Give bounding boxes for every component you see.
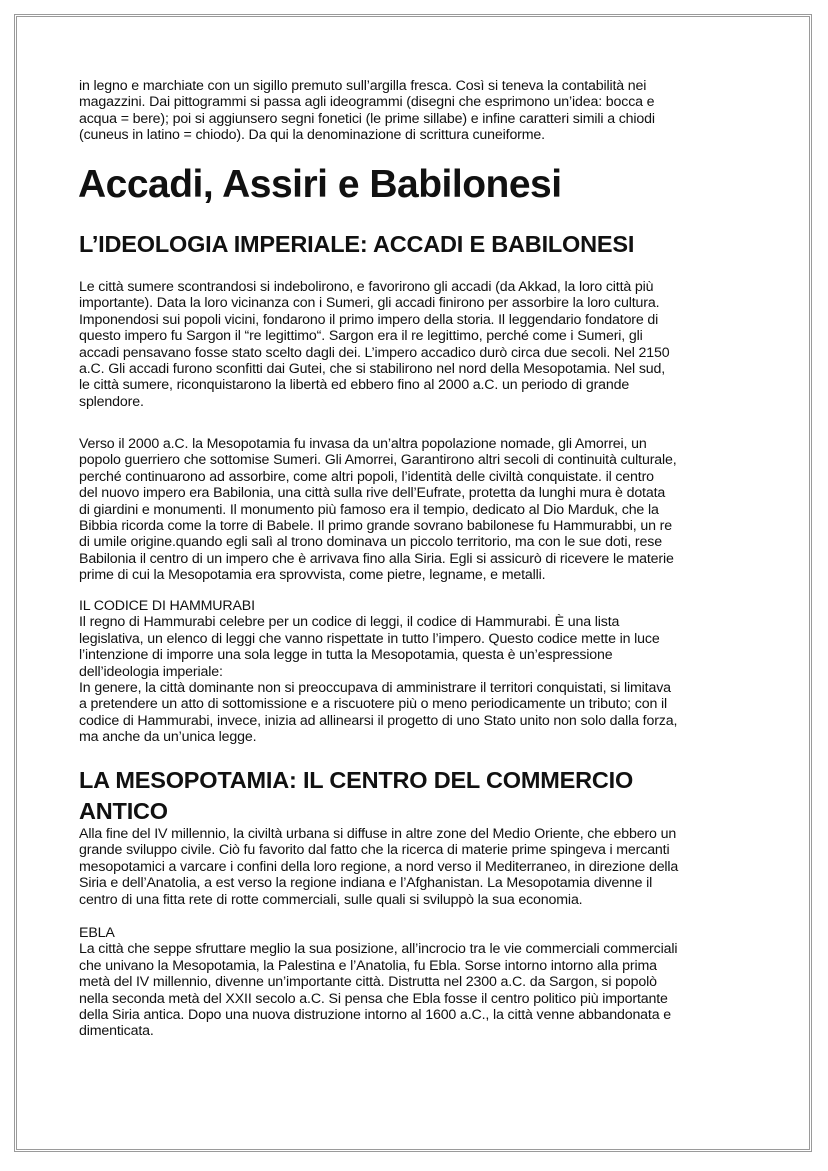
text-line: che univano la Mesopotamia, la Palestina e l’Anatolia, fu Ebla. Sorse intorno intorno alla prima (79, 957, 657, 974)
text-line: del nuovo impero era Babilonia, una città sulla rive dell’Eufrate, protetta da lunghi mura è dotata (79, 485, 666, 502)
text-line: importante). Data la loro vicinanza con i Sumeri, gli accadi finirono per assorbire la loro cultura. (79, 295, 660, 312)
text-line: acqua = bere); poi si aggiunsero segni fonetici (le prime sillabe) e infine caratteri simili a chiodi (79, 110, 655, 127)
text-line: accadi pensavano fosse stato scelto dagli dei. L’impero accadico durò circa due secoli. Nel 2150 (79, 344, 670, 361)
text-line: In genere, la città dominante non si preoccupava di amministrare il territori conquistati, si limitava (79, 680, 671, 697)
section-heading-commercio (79, 765, 779, 827)
text-line: popolo guerriero che sottomise Sumeri. Gli Amorrei, Garantirono altri secoli di continuità culturale, (79, 452, 677, 469)
text-line: codice di Hammurabi, invece, inizia ad allinearsi il progetto di uno Stato unito non solo dalla forza, (79, 712, 678, 729)
text-line: legislativa, un elenco di leggi che vanno rispettate in tutto l’impero. Questo codice mette in luce (79, 630, 660, 647)
text-line: splendore. (79, 393, 144, 410)
text-line: Verso il 2000 a.C. la Mesopotamia fu invasa da un’altra popolazione nomade, gli Amorrei, un (79, 436, 647, 452)
text-line: Alla fine del IV millennio, la civiltà urbana si diffuse in altre zone del Medio Oriente, che ebbero un (79, 826, 677, 842)
page-title: Accadi, Assiri e Babilonesi (78, 163, 562, 206)
text-line: della Siria antica. Dopo una nuova distruzione intorno al 1600 a.C., la città venne abbandonata e (79, 1007, 671, 1024)
text-line: Siria e dell’Anatolia, a est verso la regione indiana e l’Afghanistan. La Mesopotamia divenne il (79, 875, 653, 892)
text-line: La città che seppe sfruttare meglio la sua posizione, all’incrocio tra le vie commerciali commerciali (79, 941, 678, 958)
text-line: ma anche da un’unica legge. (79, 729, 257, 746)
section-heading-line: LA MESOPOTAMIA: IL CENTRO DEL COMMERCIO (79, 767, 634, 793)
text-line: metà del IV millennio, divenne un’importante città. Distrutta nel 2300 a.C. da Sargon, si popolò (79, 974, 657, 991)
paragraph-codice-hammurabi (79, 598, 779, 746)
text-line: nella seconda metà del XXII secolo a.C. Si pensa che Ebla fosse il centro politico più importante (79, 990, 668, 1007)
paragraph-accadi (79, 279, 779, 410)
text-line: centro di una fitta rete di rotte commerciali, sulle quali si sviluppò la sua economia. (79, 891, 583, 908)
text-line: di giardini e monumenti. Il monumento più famoso era il tempio, dedicato al Dio Marduk, che la (79, 501, 659, 518)
text-line: Babilonia il centro di un impero che è arrivava fino alla Siria. Egli si assicurò di ricevere le materie (79, 550, 674, 567)
text-line: mesopotamici a varcare i confini della loro regione, a nord verso il Mediterraneo, in direzione della (79, 858, 679, 875)
intro-paragraph (79, 78, 779, 144)
text-line: dimenticata. (79, 1023, 154, 1040)
text-line: Bibbia ricorda come la torre di Babele. Il primo grande sovrano babilonese fu Hammurabbi, un re (79, 518, 672, 535)
text-line: in legno e marchiate con un sigillo premuto sull’argilla fresca. Così si teneva la contabilità nei (79, 78, 647, 94)
text-line: (cuneus in latino = chiodo). Da qui la denominazione di scrittura cuneiforme. (79, 127, 545, 144)
text-line: Le città sumere scontrandosi si indebolirono, e favorirono gli accadi (da Akkad, la loro città più (79, 279, 654, 295)
section-heading-ideologia: L’IDEOLOGIA IMPERIALE: ACCADI E BABILONESI (79, 231, 635, 257)
text-line: IL CODICE DI HAMMURABI (79, 598, 255, 614)
paragraph-ebla (79, 925, 779, 1040)
text-line: EBLA (79, 925, 115, 941)
text-line: Imponendosi sui popoli vicini, fondarono il primo impero della storia. Il leggendario fondatore di (79, 311, 659, 328)
text-line: prime di cui la Mesopotamia era sprovvista, come pietre, legname, e metalli. (79, 567, 546, 584)
text-line: a pretendere un atto di sottomissione e a riscuotere più o meno periodicamente un tributo; con il (79, 696, 667, 713)
paragraph-babilonesi (79, 436, 779, 584)
text-line: questo impero fu Sargon il “re legittimo“. Sargon era il re legittimo, perché come i Sumeri, gli (79, 328, 643, 345)
text-line: a.C. Gli accadi furono sconfitti dai Gutei, che si stabilirono nel nord della Mesopotamia. Nel sud, (79, 361, 666, 378)
text-line: Il regno di Hammurabi celebre per un codice di leggi, il codice di Hammurabi. È una lista (79, 614, 620, 631)
section-heading-line: ANTICO (79, 798, 168, 824)
paragraph-commercio (79, 826, 779, 908)
text-line: perché continuarono ad assorbire, come altri popoli, l’identità delle civiltà conquistate. il centro (79, 468, 654, 485)
text-line: di umile origine.quando egli salì al trono dominava un piccolo territorio, ma con le sue doti, rese (79, 534, 662, 551)
text-line: l’intenzione di imporre una sola legge in tutta la Mesopotamia, questa è un’espressione (79, 647, 613, 664)
text-line: grande sviluppo civile. Ciò fu favorito dal fatto che la ricerca di materie prime spingeva i mercanti (79, 842, 670, 859)
text-line: le città sumere, riconquistarono la libertà ed ebbero fino al 2000 a.C. un periodo di grande (79, 377, 630, 394)
text-line: magazzini. Dai pittogrammi si passa agli ideogrammi (disegni che esprimono un’idea: bocca e (79, 94, 655, 111)
text-line: dell’ideologia imperiale: (79, 663, 223, 680)
